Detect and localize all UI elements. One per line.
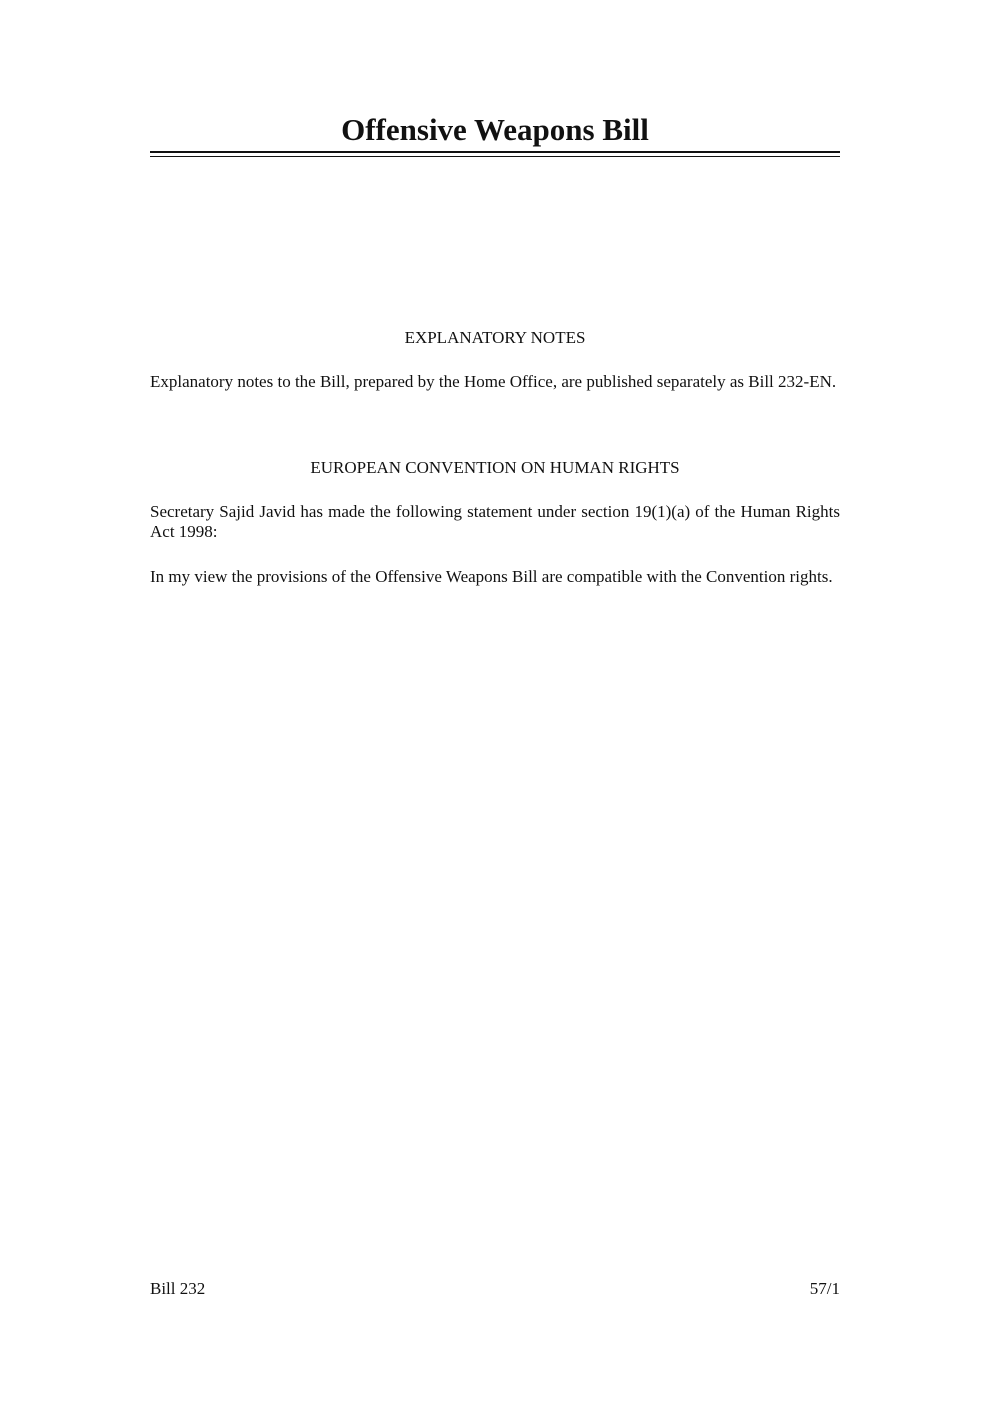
footer-print-ref: 57/1 [809, 1279, 840, 1298]
document-title: Offensive Weapons Bill [341, 112, 649, 147]
title-rule-thick [150, 151, 840, 153]
echr-compatibility-paragraph: In my view the provisions of the Offensive Weapons Bill are compatible with the Convention rights. [150, 567, 833, 586]
echr-statement-paragraph: Secretary Sajid Javid has made the following statement under section 19(1)(a) of the Human Rights Act 1998: [150, 502, 840, 541]
section-heading-explanatory-notes: EXPLANATORY NOTES [404, 328, 586, 347]
footer-bill-number: Bill 232 [150, 1279, 206, 1298]
section-heading-echr: EUROPEAN CONVENTION ON HUMAN RIGHTS [310, 458, 680, 477]
explanatory-notes-paragraph: Explanatory notes to the Bill, prepared by the Home Office, are published separately as Bill 232-EN. [150, 372, 837, 391]
title-rule-thin [150, 156, 840, 157]
